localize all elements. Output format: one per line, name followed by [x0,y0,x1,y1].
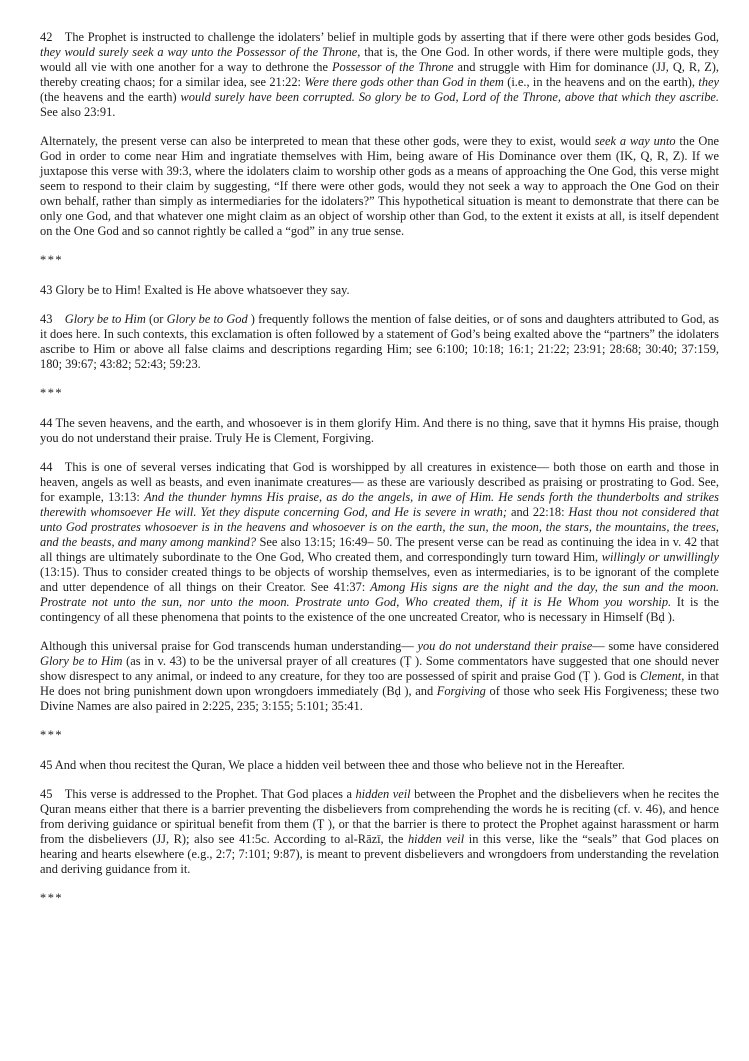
separator-1: *** [40,253,64,267]
quoted-scripture-text: you do not understand their praise [417,639,593,653]
separator-3: *** [40,728,64,742]
quoted-scripture-text: hidden veil [355,787,411,801]
commentary-44-part2 [40,639,719,714]
quoted-scripture-text: Forgiving [436,684,486,698]
quoted-scripture-text: they would surely seek a way unto the Possessor of the Throne, [40,45,361,59]
body-text: in that He does not bring punishment down upon wrongdoers immediately (Bḍ ), and [40,669,719,698]
quoted-scripture-text: Possessor of the Throne [331,60,454,74]
body-text: Although this universal praise for God transcends human understanding— [40,639,418,653]
body-text: between the Prophet and the disbelievers when he recites the Quran means either that there is a barrier preventing the disbelievers from comprehending the words he is reciting (cf. v. 46), and hence from deriving guidance or spiritual benefit from them (Ṭ ), or that the barrier is there to protect the Prophet against harassment or harm from the disbelievers (JJ, R); also see 41:5c. According to al-Rāzī, the [40,787,719,846]
commentary-43 [40,312,719,372]
separator-2: *** [40,386,64,400]
verse-44 [40,416,719,446]
body-text: (or [145,312,167,326]
body-text: It is the contingency of all these phenomena that points to the existence of the one uncreated Creator, who is necessary in Himself (Bḍ ). [40,595,719,624]
quoted-scripture-text: would surely have been corrupted. So glory be to God, Lord of the Throne, above that which they ascribe. [180,90,719,104]
body-text: 44 The seven heavens, and the earth, and whosoever is in them glorify Him. And there is no thing, save that it hymns His praise, though you do not understand their praise. Truly He is Clement, Forgiving. [40,416,719,445]
body-text: (the heavens and the earth) [40,90,181,104]
page-content [40,30,719,906]
body-text: the One God in order to come near Him and ingratiate themselves with Him, being aware of His Dominance over them (IK, Q, R, Z). If we juxtapose this verse with 39:3, where the idolaters claim to worship other gods as a means of approaching the One God, this verse might seem to respond to their claim by suggesting, “If there were other gods, would they not seek a way to approach the One God on their own behalf, rather than simply as intermediaries for the idolaters?” This hypothetical situation is meant to demonstrate that there can be only one God, and that whatever one might claim as an object of worship other than God, to the extent it exists at all, is itself dependent on the One God and so cannot rightly be called a “god” in any true sense. [40,134,720,238]
body-text: 45 This verse is addressed to the Prophet. That God places a [40,787,356,801]
verse-43 [40,283,719,298]
quoted-scripture-text: hidden veil [407,832,465,846]
verse-45 [40,758,719,773]
quoted-scripture-text: they [698,75,720,89]
quoted-scripture-text: Hast thou not considered that unto God prostrates whosoever is in the heavens and whosoever is on the earth, the sun, the moon, the stars, the mountains, the trees, and the beasts, and many among mankind? [40,505,719,549]
quoted-scripture-text: Glory be to God [166,312,248,326]
commentary-42-part2 [40,134,719,239]
body-text: (13:15). Thus to consider created things to be objects of worship themselves, even as intermediaries, is to be ignorant of the complete and utter dependence of all things on their Creator. See 41:37: [40,565,719,594]
quoted-scripture-text: seek a way unto [594,134,676,148]
body-text: Alternately, the present verse can also be interpreted to mean that these other gods, were they to exist, would [40,134,595,148]
body-text: 43 [40,312,65,326]
body-text: of those who seek His Forgiveness; these two Divine Names are also paired in 2:225, 235; 3:155; 5:101; 35:41. [40,684,719,713]
commentary-44-part1 [40,460,719,625]
body-text: 45 And when thou recitest the Quran, We place a hidden veil between thee and those who believe not in the Hereafter. [40,758,625,772]
separator-4: *** [40,891,64,905]
body-text: 44 This is one of several verses indicating that God is worshipped by all creatures in existence— both those on earth and those in heaven, angels as well as beasts, and even inanimate creatures— as these are variously described as praising or prostrating to God. See, for example, 13:13: [40,460,719,504]
body-text: that is, the One God. In other words, if there were multiple gods, they would all vie with one another for a way to dethrone the [40,45,720,74]
body-text: (as in v. 43) to be the universal prayer of all creatures (Ṭ ). Some commentators have suggested that one should never show disrespect to any animal, or indeed to any creature, for they too are possessed of spirit and praise God (Ṭ ). God is [40,654,720,683]
body-text: 43 Glory be to Him! Exalted is He above whatsoever they say. [40,283,350,297]
body-text: ) frequently follows the mention of false deities, or of sons and daughters attributed to God, as it does here. In such contexts, this exclamation is often followed by a statement of God’s being exalted above the “partners” the idolaters ascribe to Him or above all false claims and descriptions regarding Him; see 6:100; 10:18; 16:1; 21:22; 23:91; 28:68; 30:40; 37:159, 180; 39:67; 43:82; 52:43; 59:23. [40,312,719,371]
commentary-45 [40,787,719,877]
quoted-scripture-text: And the thunder hymns His praise, as do the angels, in awe of Him. He sends forth the thunderbolts and strikes therewith whomsoever He will. Yet they dispute concerning God, and He is severe in wrath; [40,490,719,519]
body-text: — some have considered [592,639,719,653]
body-text: (i.e., in the heavens and on the earth), [503,75,699,89]
quoted-scripture-text: Glory be to Him [40,654,123,668]
quoted-scripture-text: willingly or unwillingly [601,550,719,564]
body-text: See also 13:15; 16:49– 50. The present verse can be read as continuing the idea in v. 42 that all things are ultimately subordinate to the One God, Who created them, and correspondingly turn toward Him, [40,535,719,564]
quoted-scripture-text: Clement, [639,669,685,683]
body-text: and 22:18: [506,505,569,519]
body-text: See also 23:91. [40,105,116,119]
body-text: 42 The Prophet is instructed to challenge the idolaters’ belief in multiple gods by asserting that if there were other gods besides God, [40,30,719,44]
quoted-scripture-text: Glory be to Him [64,312,146,326]
body-text: in this verse, like the “seals” that God places on hearing and hearts elsewhere (e.g., 2:7; 7:101; 9:87), is meant to prevent disbelievers and wrongdoers from understanding the revelation and deriving guidance from it. [40,832,719,876]
quoted-scripture-text: Among His signs are the night and the day, the sun and the moon. Prostrate not unto the sun, nor unto the moon. Prostrate unto God, Who created them, if it is He Whom you worship. [40,580,719,609]
body-text: and struggle with Him for dominance (JJ, Q, R, Z), thereby creating chaos; for a similar idea, see 21:22: [40,60,719,89]
commentary-42-part1 [40,30,719,120]
quoted-scripture-text: Were there gods other than God in them [304,75,504,89]
